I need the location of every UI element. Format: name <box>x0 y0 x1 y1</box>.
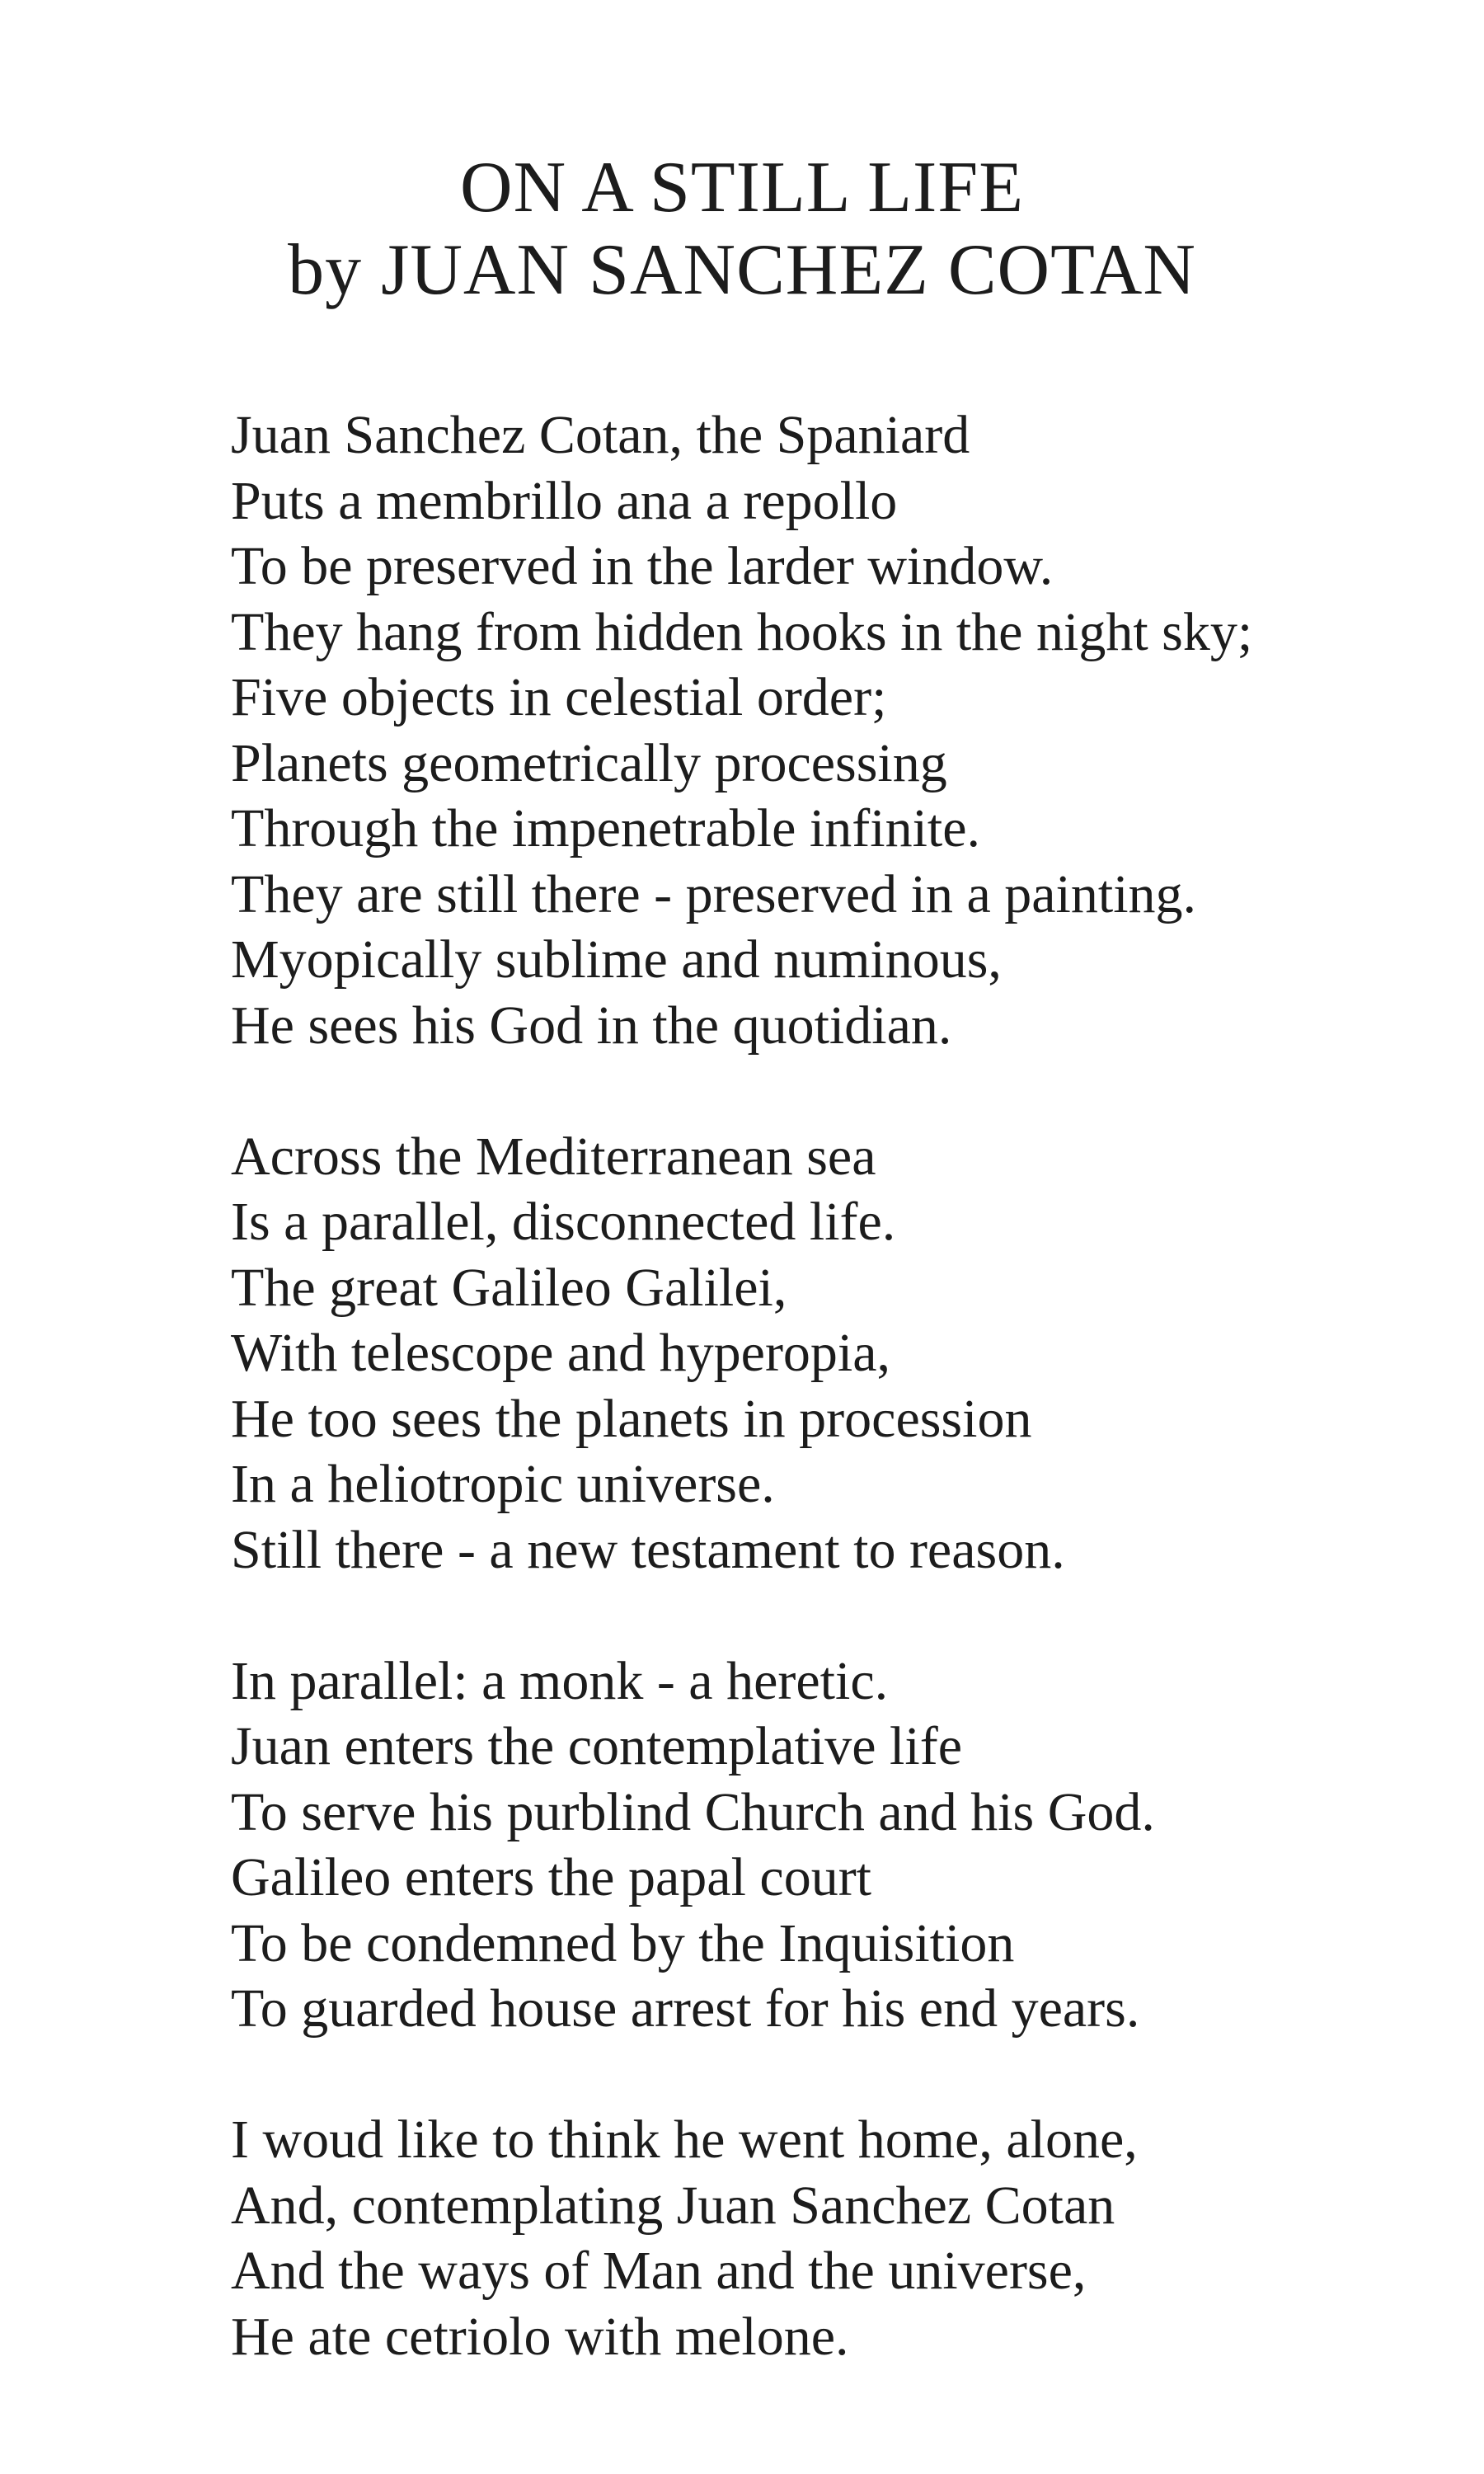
stanza-2 <box>231 1124 1451 1583</box>
poem-line: He too sees the planets in procession <box>231 1388 1032 1449</box>
poem-line: They are still there - preserved in a painting. <box>231 863 1197 924</box>
poem-line: Galileo enters the papal court <box>231 1847 872 1907</box>
poem-line: Juan enters the contemplative life <box>231 1716 963 1776</box>
poem-line: To be condemned by the Inquisition <box>231 1912 1015 1973</box>
poem-line: To guarded house arrest for his end years. <box>231 1978 1140 2039</box>
poem-line: I woud like to think he went home, alone, <box>231 2109 1138 2170</box>
title-line-2: by JUAN SANCHEZ COTAN <box>288 230 1196 310</box>
poem-line: Through the impenetrable infinite. <box>231 798 981 858</box>
poem-line: He sees his God in the quotidian. <box>231 995 952 1056</box>
poem-line: And the ways of Man and the universe, <box>231 2241 1087 2301</box>
poem-line: Planets geometrically processing <box>231 732 947 793</box>
poem-line: Still there - a new testament to reason. <box>231 1519 1065 1580</box>
poem-title <box>0 147 1484 312</box>
poem-line: He ate cetriolo with melone. <box>231 2306 849 2367</box>
poem-line: And, contemplating Juan Sanchez Cotan <box>231 2175 1115 2236</box>
poem-line: In parallel: a monk - a heretic. <box>231 1650 889 1711</box>
stanza-1 <box>231 402 1451 1058</box>
stanza-3 <box>231 1649 1451 2042</box>
poem-line: Myopically sublime and numinous, <box>231 929 1002 990</box>
poem-line: Is a parallel, disconnected life. <box>231 1192 896 1252</box>
poem-line: Five objects in celestial order; <box>231 667 887 727</box>
poem-line: Across the Mediterranean sea <box>231 1126 876 1187</box>
poem-line: To be preserved in the larder window. <box>231 536 1054 596</box>
poem-line: They hang from hidden hooks in the night sky; <box>231 601 1253 662</box>
poem-line: To serve his purblind Church and his God. <box>231 1781 1155 1842</box>
poem-line: In a heliotropic universe. <box>231 1454 775 1514</box>
poem-body <box>231 402 1451 2435</box>
poem-line: The great Galileo Galilei, <box>231 1257 787 1318</box>
poem-line: Juan Sanchez Cotan, the Spaniard <box>231 405 970 465</box>
stanza-4 <box>231 2107 1451 2369</box>
poem-line: With telescope and hyperopia, <box>231 1323 891 1383</box>
poem-line: Puts a membrillo ana a repollo <box>231 470 898 531</box>
title-line-1: ON A STILL LIFE <box>460 148 1024 228</box>
